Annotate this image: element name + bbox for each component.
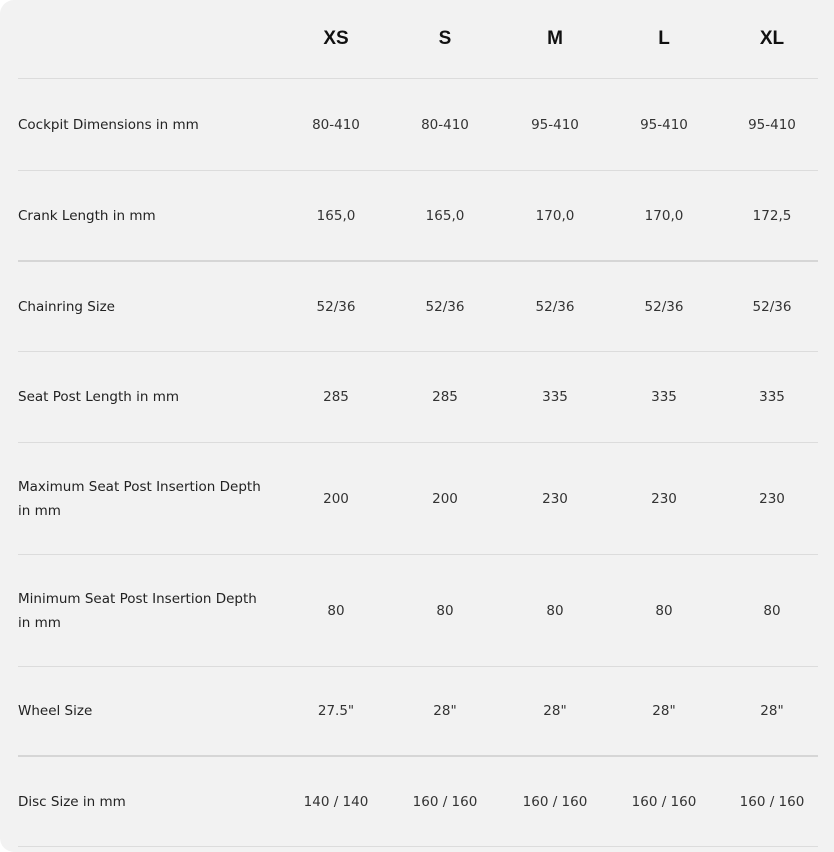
row-label: Minimum Seat Post Insertion Depth in mm xyxy=(18,590,257,631)
row-label: Maximum Seat Post Insertion Depth in mm xyxy=(18,478,261,519)
cell-m: 28" xyxy=(543,703,567,719)
cell-xs: 52/36 xyxy=(316,298,356,315)
row-label: Cockpit Dimensions in mm xyxy=(18,116,199,133)
cell-m: 170,0 xyxy=(535,207,575,224)
cell-m: 80 xyxy=(546,602,564,619)
size-header-xs: XS xyxy=(323,28,349,49)
table-header xyxy=(18,0,818,79)
cell-xs: 140 / 140 xyxy=(303,793,369,810)
cell-xl: 80 xyxy=(763,602,781,619)
cell-xs: 165,0 xyxy=(316,207,356,224)
cell-l: 95-410 xyxy=(640,116,688,133)
row-label: Crank Length in mm xyxy=(18,207,156,224)
cell-xl: 28" xyxy=(760,703,784,719)
cell-s: 285 xyxy=(432,389,458,405)
cell-xl: 335 xyxy=(759,389,785,405)
table-row-max-insertion-depth xyxy=(18,443,818,555)
cell-xl: 52/36 xyxy=(752,298,792,315)
cell-s: 165,0 xyxy=(425,207,465,224)
cell-xs: 80 xyxy=(327,602,345,619)
cell-xs: 27.5" xyxy=(317,703,355,719)
cell-l: 80 xyxy=(655,602,673,619)
cell-xl: 172,5 xyxy=(752,207,792,224)
cell-m: 52/36 xyxy=(535,298,575,315)
row-label: Disc Size in mm xyxy=(18,793,126,810)
cell-l: 170,0 xyxy=(644,207,684,224)
cell-xl: 160 / 160 xyxy=(739,793,805,810)
table-row-disc-size xyxy=(18,757,818,847)
row-label: Wheel Size xyxy=(18,703,93,719)
table-row-chainring-size xyxy=(18,262,818,352)
row-label: Seat Post Length in mm xyxy=(18,389,180,405)
cell-s: 160 / 160 xyxy=(412,793,478,810)
cell-s: 80-410 xyxy=(421,116,469,133)
cell-m: 160 / 160 xyxy=(522,793,588,810)
size-header-l: L xyxy=(658,28,670,49)
table-row-crank-length xyxy=(18,171,818,262)
row-label: Chainring Size xyxy=(18,298,115,315)
cell-xs: 285 xyxy=(323,389,349,405)
cell-m: 335 xyxy=(542,389,568,405)
cell-l: 335 xyxy=(651,389,677,405)
table-row-seat-post-length xyxy=(18,352,818,443)
cell-xs: 200 xyxy=(323,490,349,507)
size-header-m: M xyxy=(547,28,563,49)
cell-s: 80 xyxy=(436,602,454,619)
cell-s: 28" xyxy=(433,703,457,719)
cell-m: 230 xyxy=(542,490,568,507)
table-row-wheel-size xyxy=(18,667,818,757)
table-row-cockpit-dimensions xyxy=(18,79,818,171)
cell-l: 52/36 xyxy=(644,298,684,315)
cell-m: 95-410 xyxy=(531,116,579,133)
table-row-min-insertion-depth xyxy=(18,555,818,667)
cell-xl: 230 xyxy=(759,490,785,507)
size-header-xl: XL xyxy=(759,28,785,49)
cell-xs: 80-410 xyxy=(312,116,360,133)
cell-s: 52/36 xyxy=(425,298,465,315)
cell-l: 28" xyxy=(652,703,676,719)
cell-xl: 95-410 xyxy=(748,116,796,133)
cell-l: 230 xyxy=(651,490,677,507)
cell-l: 160 / 160 xyxy=(631,793,697,810)
size-header-s: S xyxy=(438,28,452,49)
cell-s: 200 xyxy=(432,490,458,507)
